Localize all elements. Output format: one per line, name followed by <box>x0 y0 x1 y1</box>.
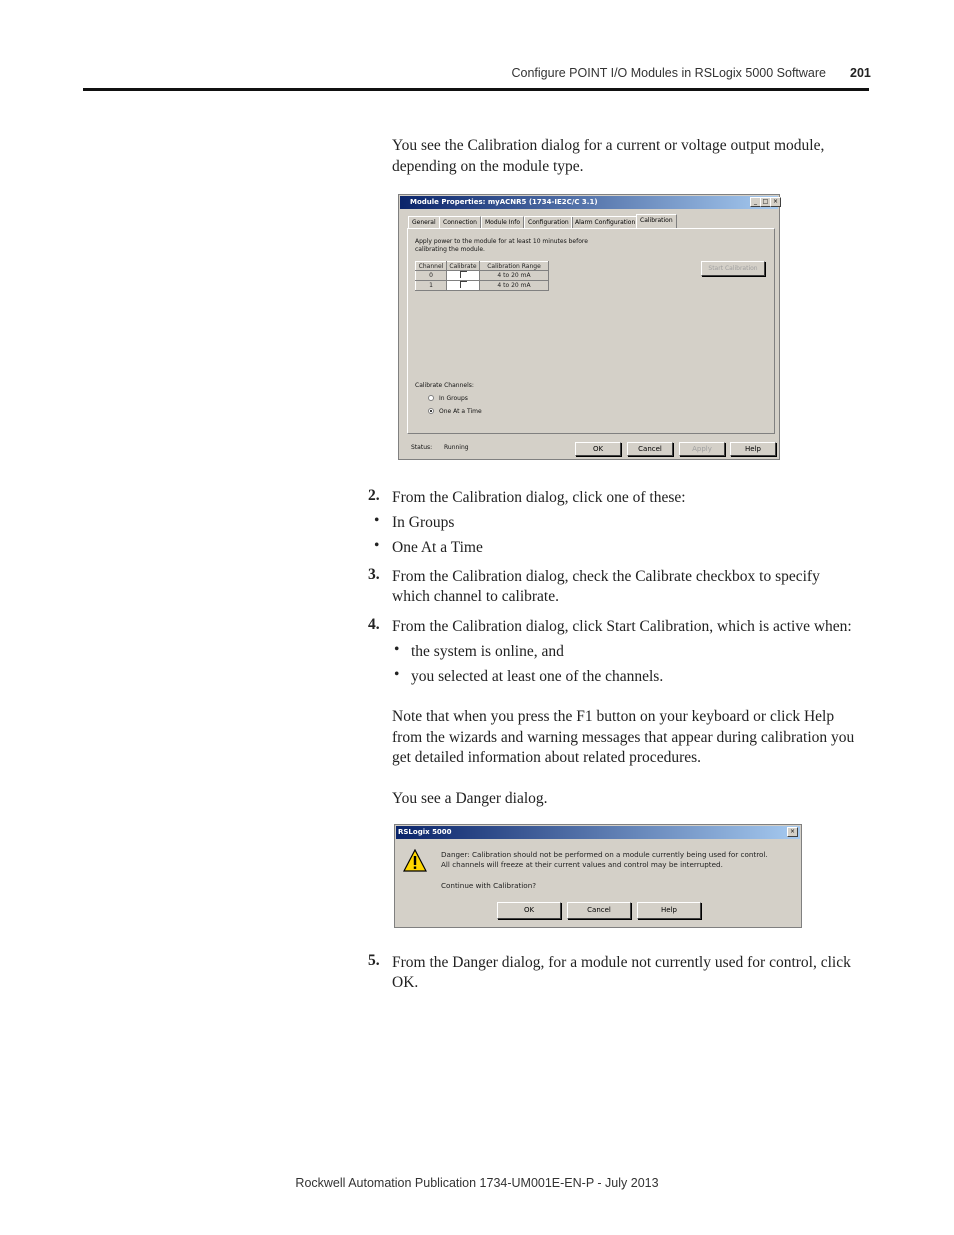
publication-footer: Rockwell Automation Publication 1734-UM001E-EN-P - July 2013 <box>295 1176 659 1190</box>
maximize-icon[interactable]: □ <box>760 197 771 207</box>
calibration-tab-panel <box>407 228 775 434</box>
note-line-3: get detailed information about related procedures. <box>392 749 702 766</box>
close-icon[interactable]: × <box>787 827 798 837</box>
channel-cell: 1 <box>416 281 447 291</box>
step-2-number: 2. <box>368 487 380 504</box>
step-4-text: From the Calibration dialog, click Start Calibration, which is active when: <box>392 618 852 635</box>
step-2-bullet-2: One At a Time <box>392 539 483 556</box>
apply-button[interactable]: Apply <box>679 442 725 456</box>
bullet-icon: • <box>374 512 380 529</box>
table-header-row <box>416 262 549 271</box>
note-line-1: Note that when you press the F1 button on your keyboard or click Help <box>392 708 835 725</box>
channel-cell: 0 <box>416 271 447 281</box>
danger-dialog <box>394 824 802 928</box>
danger-help-button[interactable]: Help <box>637 902 701 919</box>
in-groups-label: In Groups <box>439 395 468 402</box>
tab-module-info[interactable]: Module Info <box>481 216 524 228</box>
module-properties-dialog <box>398 194 780 460</box>
module-dialog-titlebar <box>400 196 778 209</box>
calibrate-checkbox-0[interactable] <box>460 271 467 278</box>
danger-message-line-2: All channels will freeze at their current values and control may be interrupted. <box>441 860 723 869</box>
tab-general[interactable]: General <box>408 216 440 228</box>
step-3-line-1: From the Calibration dialog, check the Calibrate checkbox to specify <box>392 568 820 585</box>
close-icon[interactable]: × <box>770 197 781 207</box>
status-value: Running <box>444 444 469 451</box>
calibrate-channels-label: Calibrate Channels: <box>415 382 474 389</box>
ok-button[interactable]: OK <box>575 442 621 456</box>
table-row <box>416 271 549 281</box>
running-header-title: Configure POINT I/O Modules in RSLogix 5000 Software <box>511 66 826 80</box>
instruction-line-1: Apply power to the module for at least 10 minutes before <box>415 238 588 245</box>
bullet-icon: • <box>374 537 380 554</box>
bullet-icon: • <box>394 641 400 658</box>
danger-ok-button[interactable]: OK <box>497 902 561 919</box>
step-4-number: 4. <box>368 616 380 633</box>
col-calibrate-header: Calibrate <box>447 262 480 271</box>
danger-question: Continue with Calibration? <box>441 881 537 890</box>
minimize-icon[interactable]: _ <box>750 197 761 207</box>
step-5-number: 5. <box>368 952 380 969</box>
note-line-2: from the wizards and warning messages that appear during calibration you <box>392 729 855 746</box>
intro-paragraph: You see the Calibration dialog for a current or voltage output module, depending on the module type. <box>392 137 825 175</box>
instruction-line-2: calibrating the module. <box>415 246 485 253</box>
step-4-bullet-1: the system is online, and <box>411 643 564 660</box>
page-number: 201 <box>850 66 871 80</box>
one-at-a-time-radio[interactable] <box>428 408 434 414</box>
danger-dialog-title: RSLogix 5000 <box>398 828 452 836</box>
col-channel-header: Channel <box>416 262 447 271</box>
calibrate-checkbox-1[interactable] <box>460 281 467 288</box>
warning-icon <box>403 849 427 873</box>
bullet-icon: • <box>394 666 400 683</box>
status-label: Status: <box>411 444 433 451</box>
calibrate-cell <box>447 281 480 291</box>
calibration-table <box>415 261 549 291</box>
range-cell: 4 to 20 mA <box>480 271 549 281</box>
danger-dialog-titlebar <box>396 826 800 839</box>
step-2-text: From the Calibration dialog, click one of these: <box>392 489 686 506</box>
tab-configuration[interactable]: Configuration <box>524 216 573 228</box>
danger-message-line-1: Danger: Calibration should not be performed on a module currently being used for control. <box>441 850 768 859</box>
tab-alarm-configuration[interactable]: Alarm Configuration <box>571 216 639 228</box>
module-dialog-title: Module Properties: myACNR5 (1734-IE2C/C 3.1) <box>410 198 598 206</box>
header-rule <box>83 88 869 91</box>
table-row <box>416 281 549 291</box>
col-range-header: Calibration Range <box>480 262 549 271</box>
help-button[interactable]: Help <box>730 442 776 456</box>
danger-cancel-button[interactable]: Cancel <box>567 902 631 919</box>
step-2-bullet-1: In Groups <box>392 514 455 531</box>
range-cell: 4 to 20 mA <box>480 281 549 291</box>
one-at-a-time-label: One At a Time <box>439 408 482 415</box>
step-4-bullet-2: you selected at least one of the channels. <box>411 668 664 685</box>
danger-intro: You see a Danger dialog. <box>392 790 548 807</box>
tab-connection[interactable]: Connection <box>439 216 481 228</box>
cancel-button[interactable]: Cancel <box>627 442 673 456</box>
calibrate-cell <box>447 271 480 281</box>
tab-calibration[interactable]: Calibration <box>636 214 677 229</box>
start-calibration-button[interactable]: Start Calibration <box>701 261 765 276</box>
step-3-line-2: which channel to calibrate. <box>392 588 559 605</box>
step-3-number: 3. <box>368 566 380 583</box>
step-5-line-2: OK. <box>392 974 419 991</box>
in-groups-radio[interactable] <box>428 395 434 401</box>
step-5-line-1: From the Danger dialog, for a module not currently used for control, click <box>392 954 851 971</box>
